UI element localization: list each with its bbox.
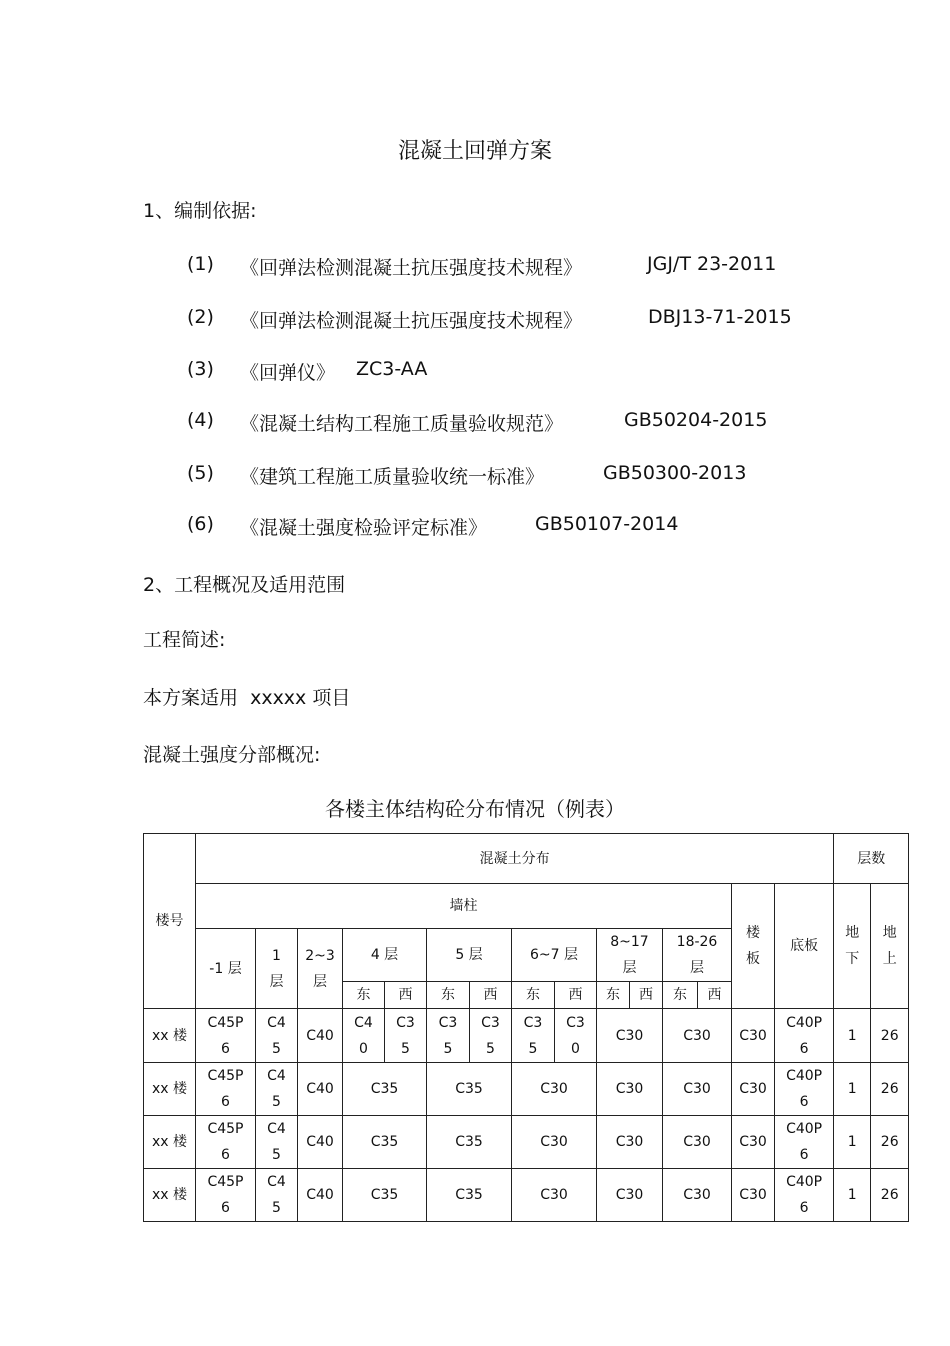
header-east: 东 — [427, 982, 470, 1009]
reference-code: DBJ13-71-2015 — [648, 306, 792, 328]
cell-floor-18-26: C30 — [663, 1009, 732, 1063]
cell-floor-5: C35 — [427, 1116, 512, 1169]
header-floors: 层数 — [834, 834, 909, 884]
cell-below-ground: 1 — [834, 1116, 871, 1169]
cell-floor-8-17: C30 — [597, 1169, 663, 1222]
cell-base-slab: C40P6 — [775, 1116, 834, 1169]
cell-base-slab: C40P6 — [775, 1063, 834, 1116]
cell-floor-4-east: C40 — [343, 1009, 385, 1063]
cell-building: xx 楼 — [144, 1009, 196, 1063]
header-floor-4: 4 层 — [343, 929, 427, 982]
cell-building: xx 楼 — [144, 1116, 196, 1169]
reference-title: 《混凝土结构工程施工质量验收规范》 — [240, 413, 564, 435]
reference-title: 《建筑工程施工质量验收统一标准》 — [240, 466, 545, 488]
reference-number: (4) — [187, 409, 214, 431]
cell-slab: C30 — [732, 1116, 775, 1169]
reference-number: (5) — [187, 462, 214, 484]
cell-floor-2-3: C40 — [298, 1116, 343, 1169]
table-row — [144, 1063, 909, 1116]
cell-floor-6-7: C30 — [512, 1063, 597, 1116]
reference-code: GB50300-2013 — [603, 462, 747, 484]
cell-slab: C30 — [732, 1009, 775, 1063]
reference-code: ZC3-AA — [356, 358, 428, 380]
cell-floor-5-east: C35 — [427, 1009, 470, 1063]
section-1-heading: 1、编制依据: — [143, 200, 257, 222]
cell-floor-2-3: C40 — [298, 1063, 343, 1116]
header-floor-minus1: -1 层 — [196, 929, 256, 1009]
cell-below-ground: 1 — [834, 1063, 871, 1116]
cell-floor-6-7: C30 — [512, 1116, 597, 1169]
cell-floor-5-west: C35 — [470, 1009, 512, 1063]
reference-code: GB50107-2014 — [535, 513, 679, 535]
cell-floor-18-26: C30 — [663, 1169, 732, 1222]
cell-above-ground: 26 — [871, 1063, 909, 1116]
header-above-ground: 地上 — [871, 884, 909, 1009]
reference-number: (6) — [187, 513, 214, 535]
cell-above-ground: 26 — [871, 1009, 909, 1063]
table-row — [144, 1009, 909, 1063]
cell-building: xx 楼 — [144, 1169, 196, 1222]
cell-base-slab: C40P6 — [775, 1169, 834, 1222]
header-floor-5: 5 层 — [427, 929, 512, 982]
reference-code: JGJ/T 23-2011 — [647, 253, 777, 275]
header-floor-2-3: 2~3层 — [298, 929, 343, 1009]
cell-floor-4-west: C35 — [385, 1009, 427, 1063]
scope-text: 本方案适用 xxxxx 项目 — [143, 687, 351, 709]
cell-floor-8-17: C30 — [597, 1009, 663, 1063]
cell-floor-2-3: C40 — [298, 1169, 343, 1222]
header-west: 西 — [630, 982, 663, 1009]
table-caption: 各楼主体结构砼分布情况（例表） — [325, 797, 625, 821]
cell-floor-8-17: C30 — [597, 1063, 663, 1116]
reference-code: GB50204-2015 — [624, 409, 768, 431]
reference-title: 《回弹仪》 — [240, 362, 336, 384]
header-floor-8-17: 8~17层 — [597, 929, 663, 982]
cell-floor-1: C45 — [256, 1169, 298, 1222]
header-concrete-distribution: 混凝土分布 — [196, 834, 834, 884]
table-row — [144, 1169, 909, 1222]
header-east: 东 — [597, 982, 630, 1009]
cell-above-ground: 26 — [871, 1169, 909, 1222]
cell-floor-1: C45 — [256, 1009, 298, 1063]
cell-floor-4: C35 — [343, 1169, 427, 1222]
header-west: 西 — [470, 982, 512, 1009]
reference-number: (3) — [187, 358, 214, 380]
cell-floor-5: C35 — [427, 1169, 512, 1222]
cell-below-ground: 1 — [834, 1009, 871, 1063]
header-floor-18-26: 18-26层 — [663, 929, 732, 982]
cell-slab: C30 — [732, 1169, 775, 1222]
project-brief-label: 工程简述: — [143, 629, 226, 651]
cell-below-ground: 1 — [834, 1169, 871, 1222]
cell-floor-minus1: C45P6 — [196, 1063, 256, 1116]
cell-above-ground: 26 — [871, 1116, 909, 1169]
reference-number: (1) — [187, 253, 214, 275]
cell-floor-18-26: C30 — [663, 1116, 732, 1169]
cell-floor-6-7: C30 — [512, 1169, 597, 1222]
header-slab: 楼板 — [732, 884, 775, 1009]
cell-floor-6-7-east: C35 — [512, 1009, 555, 1063]
header-floor-6-7: 6~7 层 — [512, 929, 597, 982]
header-west: 西 — [385, 982, 427, 1009]
reference-title: 《回弹法检测混凝土抗压强度技术规程》 — [240, 310, 583, 332]
cell-floor-6-7-west: C30 — [555, 1009, 597, 1063]
cell-floor-5: C35 — [427, 1063, 512, 1116]
header-floor-1: 1层 — [256, 929, 298, 1009]
reference-number: (2) — [187, 306, 214, 328]
cell-slab: C30 — [732, 1063, 775, 1116]
cell-building: xx 楼 — [144, 1063, 196, 1116]
document-title: 混凝土回弹方案 — [397, 139, 552, 164]
reference-title: 《混凝土强度检验评定标准》 — [240, 517, 488, 539]
cell-floor-4: C35 — [343, 1063, 427, 1116]
cell-floor-minus1: C45P6 — [196, 1009, 256, 1063]
cell-floor-minus1: C45P6 — [196, 1116, 256, 1169]
cell-floor-1: C45 — [256, 1116, 298, 1169]
table-row — [144, 1116, 909, 1169]
cell-floor-4: C35 — [343, 1116, 427, 1169]
cell-floor-18-26: C30 — [663, 1063, 732, 1116]
header-east: 东 — [343, 982, 385, 1009]
header-west: 西 — [698, 982, 732, 1009]
header-building: 楼号 — [144, 834, 196, 1009]
cell-floor-8-17: C30 — [597, 1116, 663, 1169]
header-below-ground: 地下 — [834, 884, 871, 1009]
concrete-distribution-label: 混凝土强度分部概况: — [143, 744, 321, 766]
header-east: 东 — [512, 982, 555, 1009]
cell-floor-1: C45 — [256, 1063, 298, 1116]
header-wall-column: 墙柱 — [196, 884, 732, 929]
concrete-distribution-table — [143, 833, 909, 1222]
cell-floor-2-3: C40 — [298, 1009, 343, 1063]
header-base-slab: 底板 — [775, 884, 834, 1009]
cell-base-slab: C40P6 — [775, 1009, 834, 1063]
section-2-heading: 2、工程概况及适用范围 — [143, 574, 346, 596]
cell-floor-minus1: C45P6 — [196, 1169, 256, 1222]
reference-title: 《回弹法检测混凝土抗压强度技术规程》 — [240, 257, 583, 279]
header-west: 西 — [555, 982, 597, 1009]
header-east: 东 — [663, 982, 698, 1009]
